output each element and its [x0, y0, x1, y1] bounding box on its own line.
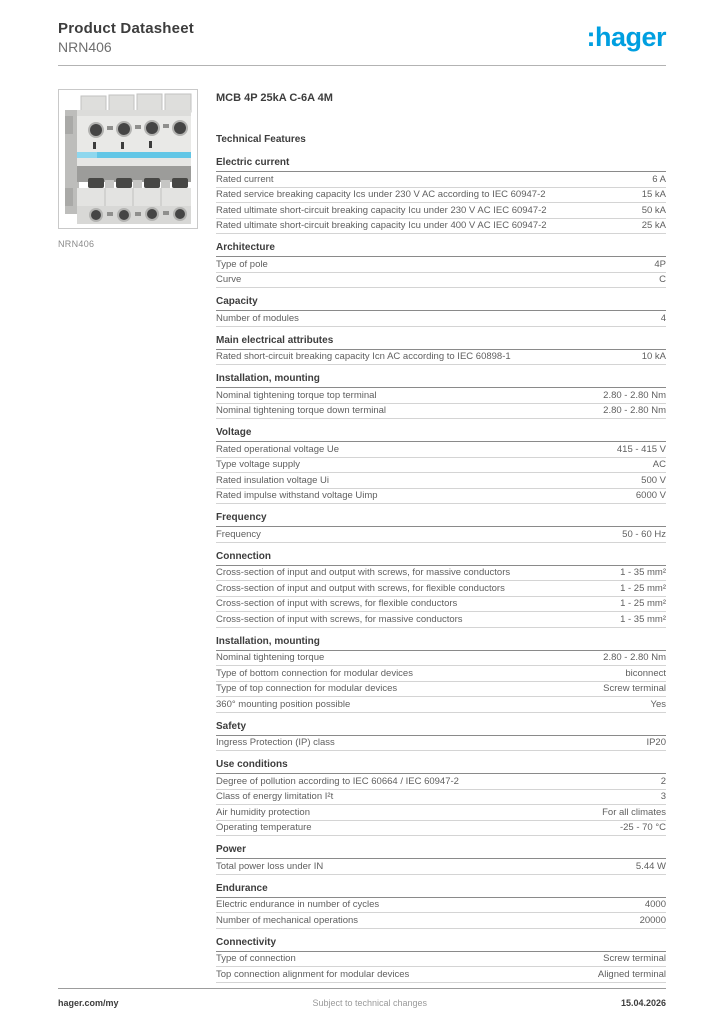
spec-row-value: 1 - 25 mm² — [620, 582, 666, 594]
content-area — [58, 89, 666, 983]
spec-section-rows — [216, 736, 666, 752]
spec-row-value: 1 - 25 mm² — [620, 598, 666, 609]
spec-row-value: 2 — [660, 775, 666, 787]
spec-row-label: Total power loss under IN — [216, 860, 324, 872]
spec-section-title: Main electrical attributes — [216, 335, 666, 350]
spec-row — [216, 527, 666, 543]
spec-row-label: Rated ultimate short-circuit breaking capacity Icu under 230 V AC IEC 60947-2 — [216, 204, 547, 216]
spec-section — [216, 759, 666, 836]
spec-section-rows — [216, 350, 666, 366]
spec-row — [216, 967, 666, 983]
spec-section — [216, 551, 666, 628]
spec-row — [216, 219, 666, 235]
spec-section-title: Installation, mounting — [216, 636, 666, 651]
spec-row-value: 2.80 - 2.80 Nm — [603, 389, 666, 401]
spec-row-value: 1 - 35 mm² — [620, 567, 666, 578]
spec-row — [216, 774, 666, 790]
spec-section-rows — [216, 651, 666, 713]
spec-row-label: Rated ultimate short-circuit breaking capacity Icu under 400 V AC IEC 60947-2 — [216, 220, 547, 231]
spec-section-title: Architecture — [216, 242, 666, 257]
spec-section — [216, 427, 666, 504]
product-panel — [58, 89, 198, 983]
spec-row — [216, 682, 666, 698]
spec-section-title: Voltage — [216, 427, 666, 442]
spec-row — [216, 188, 666, 204]
spec-section-title: Electric current — [216, 157, 666, 172]
spec-section — [216, 335, 666, 366]
spec-row-value: C — [659, 274, 666, 285]
spec-row-value: 415 - 415 V — [616, 443, 666, 455]
spec-row-label: Type voltage supply — [216, 459, 300, 470]
spec-row-label: Type of pole — [216, 258, 268, 270]
spec-row-label: Cross-section of input and output with screws, for massive conductors — [216, 567, 511, 578]
spec-row-label: Type of top connection for modular devices — [216, 683, 398, 694]
spec-row-label: Curve — [216, 274, 242, 285]
spec-row — [216, 458, 666, 474]
spec-section-title: Endurance — [216, 883, 666, 898]
spec-section-rows — [216, 952, 666, 983]
spec-row-label: Rated insulation voltage Ui — [216, 474, 330, 486]
spec-section — [216, 636, 666, 713]
spec-row-value: 2.80 - 2.80 Nm — [603, 652, 666, 663]
spec-section-title: Use conditions — [216, 759, 666, 774]
spec-section-title: Capacity — [216, 296, 666, 311]
spec-row-value: 50 kA — [641, 204, 666, 216]
spec-section — [216, 157, 666, 234]
spec-row — [216, 597, 666, 613]
spec-sections — [216, 157, 666, 983]
spec-row-value: 10 kA — [641, 351, 666, 362]
spec-row — [216, 898, 666, 914]
spec-row-value: 20000 — [639, 914, 666, 926]
spec-row-label: Operating temperature — [216, 822, 312, 833]
product-photo-frame — [58, 89, 198, 229]
page-header — [58, 0, 666, 55]
spec-row-label: Ingress Protection (IP) class — [216, 737, 335, 748]
spec-section-title: Power — [216, 844, 666, 859]
spec-row — [216, 790, 666, 806]
spec-row-value: Screw terminal — [603, 683, 666, 694]
spec-row — [216, 566, 666, 582]
document-title: Product Datasheet — [58, 20, 194, 37]
spec-row-value: Yes — [650, 698, 666, 710]
spec-row — [216, 489, 666, 505]
spec-row-value: 4000 — [644, 899, 666, 910]
spec-section — [216, 937, 666, 983]
spec-row — [216, 913, 666, 929]
spec-row — [216, 581, 666, 597]
spec-section-rows — [216, 172, 666, 234]
spec-section — [216, 242, 666, 288]
spec-row-label: Rated short-circuit breaking capacity Icn AC according to IEC 60898-1 — [216, 351, 511, 362]
spec-section-rows — [216, 898, 666, 929]
header-titles — [58, 20, 194, 55]
mcb-product-photo — [59, 90, 197, 228]
spec-row — [216, 651, 666, 667]
spec-row-value: IP20 — [646, 737, 666, 748]
spec-row-label: Type of connection — [216, 953, 296, 964]
spec-row-label: Air humidity protection — [216, 806, 310, 818]
spec-column — [216, 89, 666, 983]
spec-row-label: Cross-section of input with screws, for flexible conductors — [216, 598, 458, 609]
product-photo-caption: NRN406 — [58, 239, 95, 249]
spec-row-label: Number of mechanical operations — [216, 914, 359, 926]
spec-row-label: Top connection alignment for modular devices — [216, 968, 410, 980]
spec-row-label: Rated current — [216, 173, 274, 185]
spec-row-label: Frequency — [216, 528, 261, 540]
spec-row-label: 360° mounting position possible — [216, 698, 351, 710]
spec-row-value: 50 - 60 Hz — [622, 528, 666, 540]
spec-row-value: AC — [652, 459, 666, 470]
spec-row-label: Nominal tightening torque — [216, 652, 325, 663]
spec-section-rows — [216, 442, 666, 504]
spec-row — [216, 273, 666, 289]
spec-row — [216, 612, 666, 628]
header-divider — [58, 65, 666, 66]
spec-row-value: Aligned terminal — [597, 968, 666, 980]
spec-row-label: Rated service breaking capacity Ics under 230 V AC according to IEC 60947-2 — [216, 189, 546, 200]
spec-row-label: Rated operational voltage Ue — [216, 443, 340, 455]
spec-section — [216, 844, 666, 875]
spec-row-value: 25 kA — [641, 220, 666, 231]
spec-row-value: Screw terminal — [603, 953, 666, 964]
spec-row-value: 15 kA — [641, 189, 666, 200]
spec-row-label: Class of energy limitation I²t — [216, 791, 334, 802]
spec-row-value: 3 — [660, 791, 666, 802]
spec-row-value: 2.80 - 2.80 Nm — [603, 405, 666, 416]
spec-row — [216, 805, 666, 821]
footer-date: 15.04.2026 — [620, 998, 666, 1008]
spec-row-label: Cross-section of input with screws, for massive conductors — [216, 613, 463, 625]
spec-row-value: 6000 V — [635, 490, 666, 501]
spec-section-rows — [216, 311, 666, 327]
spec-row-value: 500 V — [641, 474, 666, 486]
spec-row-label: Number of modules — [216, 312, 299, 324]
footer-website-link[interactable]: hager.com/my — [58, 998, 119, 1008]
footer-note: Subject to technical changes — [312, 998, 428, 1008]
spec-section-rows — [216, 388, 666, 419]
spec-row-value: 4P — [654, 258, 666, 270]
spec-row-label: Nominal tightening torque down terminal — [216, 405, 387, 416]
spec-row — [216, 821, 666, 837]
spec-row — [216, 388, 666, 404]
spec-row — [216, 350, 666, 366]
spec-section — [216, 721, 666, 752]
spec-row-label: Rated impulse withstand voltage Uimp — [216, 490, 378, 501]
spec-row-value: For all climates — [602, 806, 666, 818]
spec-section-title: Connection — [216, 551, 666, 566]
spec-row — [216, 442, 666, 458]
spec-row-value: biconnect — [625, 667, 666, 679]
hager-logo: :hager — [586, 22, 666, 52]
page-footer — [58, 988, 666, 1008]
spec-row — [216, 736, 666, 752]
spec-row-label: Degree of pollution according to IEC 60664 / IEC 60947-2 — [216, 775, 459, 787]
spec-section-rows — [216, 859, 666, 875]
spec-row — [216, 952, 666, 968]
spec-row — [216, 473, 666, 489]
spec-row — [216, 172, 666, 188]
spec-section-title: Connectivity — [216, 937, 666, 952]
spec-row-value: 4 — [660, 312, 666, 324]
product-title: MCB 4P 25kA C-6A 4M — [216, 92, 333, 104]
spec-row — [216, 859, 666, 875]
spec-section-rows — [216, 257, 666, 288]
spec-row-label: Electric endurance in number of cycles — [216, 899, 380, 910]
spec-section — [216, 883, 666, 929]
spec-row — [216, 697, 666, 713]
spec-row-value: -25 - 70 °C — [619, 822, 666, 833]
spec-section — [216, 296, 666, 327]
spec-row-label: Nominal tightening torque top terminal — [216, 389, 377, 401]
spec-row — [216, 666, 666, 682]
spec-row — [216, 257, 666, 273]
spec-row-value: 6 A — [652, 173, 666, 185]
product-code: NRN406 — [58, 39, 112, 55]
spec-row — [216, 203, 666, 219]
spec-row-value: 5.44 W — [635, 860, 666, 872]
spec-section-title: Installation, mounting — [216, 373, 666, 388]
technical-features-heading: Technical Features — [216, 134, 306, 145]
spec-row-label: Cross-section of input and output with screws, for flexible conductors — [216, 582, 505, 594]
spec-row — [216, 404, 666, 420]
spec-section-rows — [216, 527, 666, 543]
spec-section — [216, 373, 666, 419]
spec-section-title: Safety — [216, 721, 666, 736]
spec-section-title: Frequency — [216, 512, 666, 527]
spec-section — [216, 512, 666, 543]
spec-row-value: 1 - 35 mm² — [620, 613, 666, 625]
spec-row-label: Type of bottom connection for modular devices — [216, 667, 413, 679]
spec-row — [216, 311, 666, 327]
spec-section-rows — [216, 566, 666, 628]
spec-section-rows — [216, 774, 666, 836]
